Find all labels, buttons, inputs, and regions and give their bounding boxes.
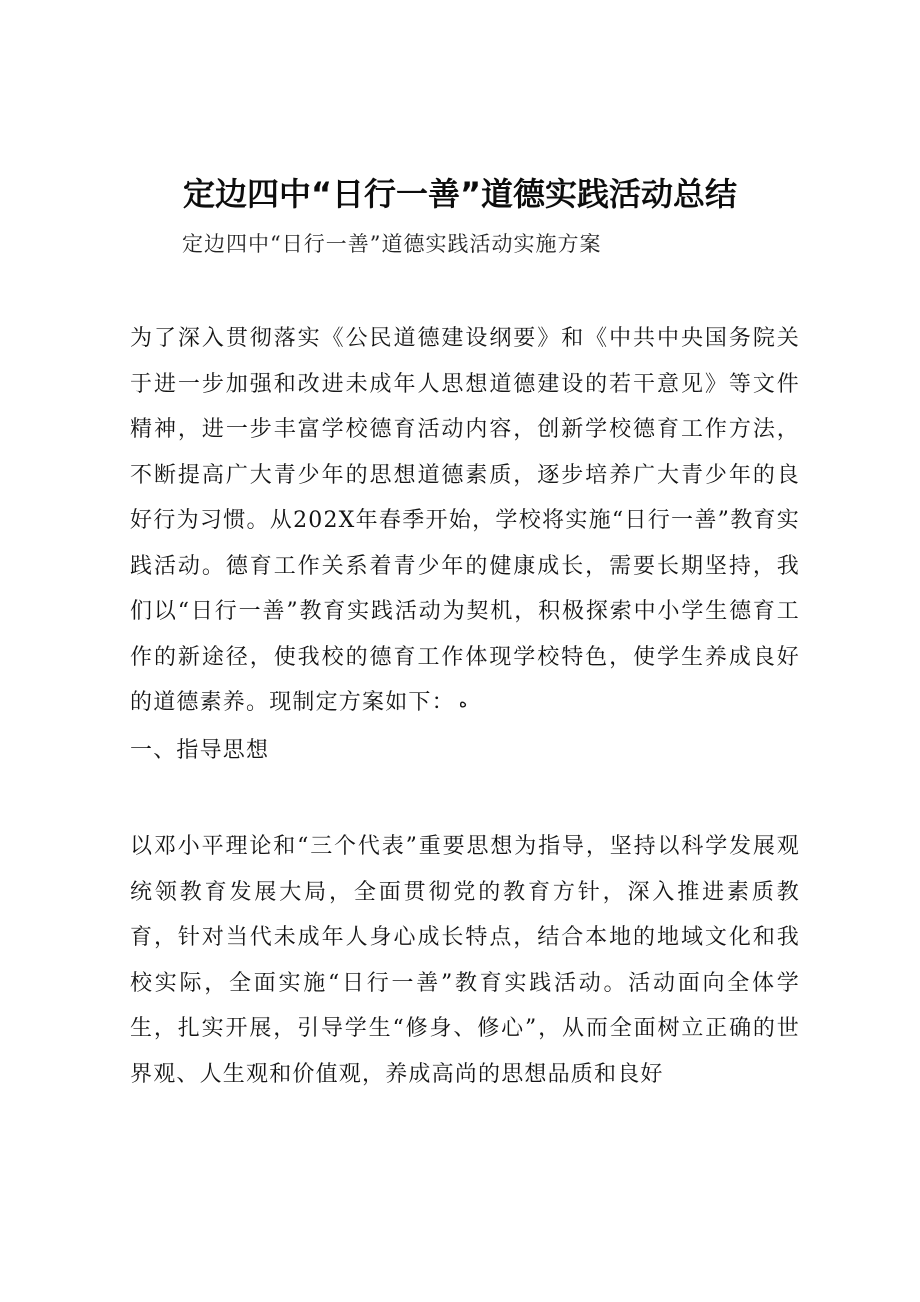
intro-paragraph <box>130 316 800 727</box>
paragraph-mark: ه <box>458 692 468 711</box>
section-heading-guiding-ideology: 一、指导思想 <box>130 738 270 763</box>
intro-paragraph-text: 为了深入贯彻落实《公民道德建设纲要》和《中共中央国务院关于进一步加强和改进未成年人思想道德建设的若干意见》等文件精神，进一步丰富学校德育活动内容，创新学校德育工作方法，不断提高广大青少年的思想道德素质，逐步培养广大青少年的良好行为习惯。从202X年春季开始，学校将实施“日行一善”教育实践活动。德育工作关系着青少年的健康成长，需要长期坚持，我们以“日行一善”教育实践活动为契机，积极探索中小学生德育工作的新途径，使我校的德育工作体现学校特色，使学生养成良好的道德素养。现制定方案如下： <box>130 326 800 715</box>
document-subtitle: 定边四中“日行一善”道德实践活动实施方案 <box>182 232 602 256</box>
guiding-ideology-paragraph: 以邓小平理论和“三个代表”重要思想为指导，坚持以科学发展观统领教育发展大局，全面贯彻党的教育方针，深入推进素质教育，针对当代未成年人身心成长特点，结合本地的地域文化和我校实际，全面实施“日行一善”教育实践活动。活动面向全体学生，扎实开展，引导学生“修身、修心”，从而全面树立正确的世界观、人生观和价值观，养成高尚的思想品质和良好 <box>130 834 800 1087</box>
document-title: 定边四中“日行一善”道德实践活动总结 <box>182 175 738 213</box>
